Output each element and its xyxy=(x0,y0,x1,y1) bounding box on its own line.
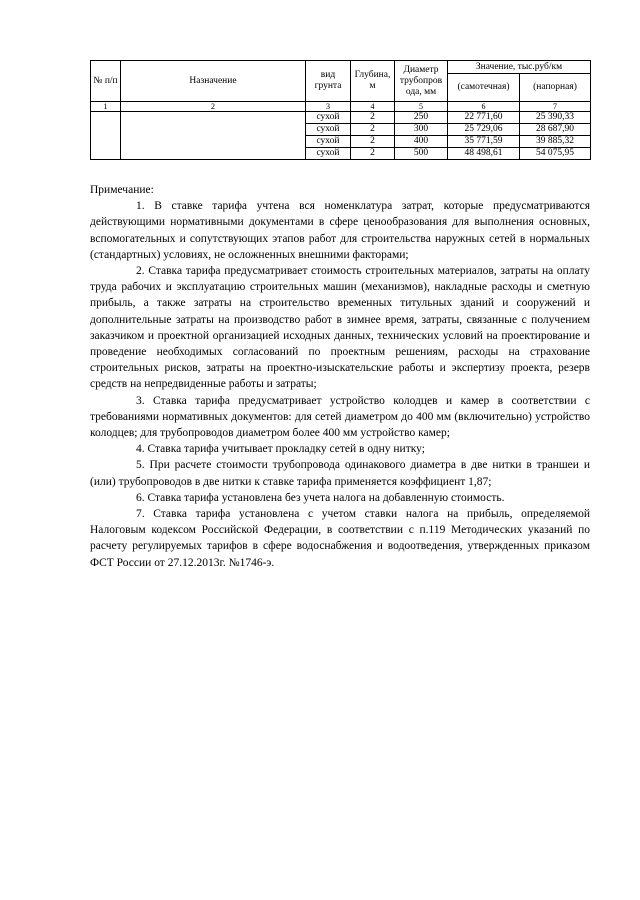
soil-cell: сухой xyxy=(306,148,351,160)
gravity-value-cell: 22 771,60 xyxy=(448,112,520,124)
pressure-value-cell: 25 390,33 xyxy=(520,112,591,124)
depth-cell: 2 xyxy=(351,124,395,136)
header-purpose: Назначение xyxy=(121,61,306,102)
purpose-cell xyxy=(121,112,306,160)
note-item: 6. Ставка тарифа установлена без учета налога на добавленную стоимость. xyxy=(136,491,505,504)
column-number: 3 xyxy=(306,102,351,112)
header-soil: вид грунта xyxy=(306,61,351,102)
notes-heading: Примечание: xyxy=(90,184,154,196)
column-number: 5 xyxy=(395,102,448,112)
note-item: 7. Ставка тарифа установлена с учетом ставки налога на прибыль, определяемой Налоговым кодексом Российской Федерации, в соответствии с п.119 Методических указаний по расчету регулируемых тарифов в сфере водоснабжения и водоотведения, утвержденных приказом ФСТ России от 27.12.2013г. №1746-э. xyxy=(90,508,590,569)
column-number: 2 xyxy=(121,102,306,112)
row-number-cell xyxy=(91,112,121,160)
header-gravity: (самотечная) xyxy=(448,74,520,102)
gravity-value-cell: 25 729,06 xyxy=(448,124,520,136)
column-number: 1 xyxy=(91,102,121,112)
pressure-value-cell: 39 885,32 xyxy=(520,136,591,148)
note-item: 4. Ставка тарифа учитывает прокладку сетей в одну нитку; xyxy=(136,443,425,456)
header-depth: Глубина, м xyxy=(351,61,395,102)
column-number: 7 xyxy=(520,102,591,112)
note-item: 1. В ставке тарифа учтена вся номенклатура затрат, которые предусматриваются действующими нормативными документами в сфере ценообразования для выполнения основных, вспомогательных и сопутствующих этапов работ для строительства наружных сетей в нормальных (стандартных) условиях, не осложненных внешними факторами; xyxy=(90,200,590,261)
table-row xyxy=(91,112,591,124)
note-item: 2. Ставка тарифа предусматривает стоимость строительных материалов, затраты на оплату труда рабочих и эксплуатацию строительных машин (механизмов), накладные расходы и сметную прибыль, а также затраты на строительство временных титульных зданий и сооружений и дополнительные затраты на производство работ в зимнее время, затраты, связанные с получением заказчиком и проектной организацией исходных данных, технических условий на проектирование и проведение необходимых согласований по проектным решениям, расходы на страхование строительных рисков, затраты на проектно-изыскательские работы и экспертизу проекта, резерв средств на непредвиденные работы и затраты; xyxy=(90,265,590,391)
diameter-cell: 250 xyxy=(395,112,448,124)
diameter-cell: 300 xyxy=(395,124,448,136)
diameter-cell: 400 xyxy=(395,136,448,148)
diameter-cell: 500 xyxy=(395,148,448,160)
gravity-value-cell: 48 498,61 xyxy=(448,148,520,160)
header-pressure: (напорная) xyxy=(520,74,591,102)
depth-cell: 2 xyxy=(351,112,395,124)
column-number: 6 xyxy=(448,102,520,112)
depth-cell: 2 xyxy=(351,148,395,160)
soil-cell: сухой xyxy=(306,124,351,136)
pressure-value-cell: 28 687,90 xyxy=(520,124,591,136)
soil-cell: сухой xyxy=(306,136,351,148)
pressure-value-cell: 54 075,95 xyxy=(520,148,591,160)
note-item: 3. Ставка тарифа предусматривает устройство колодцев и камер в соответствии с требованиями нормативных документов: для сетей диаметром до 400 мм (включительно) устройство колодцев; для трубопроводов диаметром более 400 мм устройство камер; xyxy=(90,394,590,440)
soil-cell: сухой xyxy=(306,112,351,124)
notes-section xyxy=(90,182,590,571)
column-number: 4 xyxy=(351,102,395,112)
header-diameter: Диаметр трубопров ода, мм xyxy=(395,61,448,102)
depth-cell: 2 xyxy=(351,136,395,148)
note-item: 5. При расчете стоимости трубопровода одинакового диаметра в две нитки в траншеи и (или) трубопроводов в две нитки к ставке тарифа применяется коэффициент 1,87; xyxy=(90,459,590,488)
column-number-row xyxy=(91,102,591,112)
header-value-group: Значение, тыс.руб/км xyxy=(448,61,591,74)
tariff-table xyxy=(90,60,591,160)
gravity-value-cell: 35 771,59 xyxy=(448,136,520,148)
header-num: № п/п xyxy=(91,61,121,102)
